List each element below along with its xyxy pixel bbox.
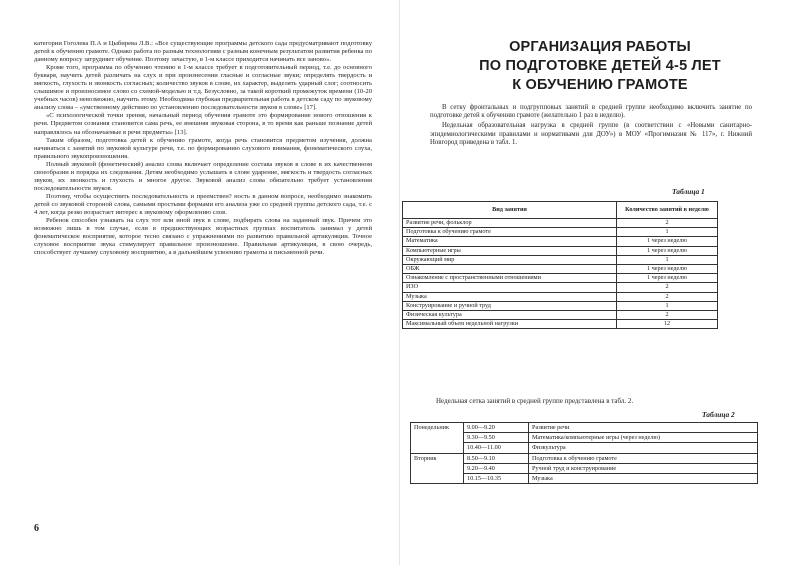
table-header-cell: Вид занятия xyxy=(403,202,617,219)
paragraph: Ребенок способен узнавать на слух тот или иной звук в слове, подбирать слова на заданный звук. Причем это возможно лишь в том случае, если в предшествующих возрастных группах воспитатель занимал у детей фонематическое восприятие, которое тесно связано с упражнениями по развитию правильной артикуляции. Точное слуховое восприятие звука стимулирует правильное произношение. Правильная артикуляция, в свою очередь, способствует лучшему слуховому восприятию, а в дальнейшем усвоению грамоты и письменной речи. xyxy=(34,217,372,257)
table-cell: 1 через неделю xyxy=(617,264,718,273)
table-row xyxy=(403,264,718,273)
table-cell xyxy=(411,433,464,443)
table-row xyxy=(403,219,718,228)
table-cell: 9.20—9.40 xyxy=(464,463,529,473)
table-cell: 2 xyxy=(617,283,718,292)
table-cell: Музыка xyxy=(529,473,758,483)
table-cell: 2 xyxy=(617,310,718,319)
table-row xyxy=(403,292,718,301)
page-title xyxy=(400,38,800,95)
table-cell: 1 через неделю xyxy=(617,237,718,246)
intro-text xyxy=(430,104,752,149)
title-line: ОРГАНИЗАЦИЯ РАБОТЫ xyxy=(509,39,691,55)
paragraph: Кроме того, программа по обучению чтению в 1-м классе требует в подготовительный период, т.е. до основного букваря, научить детей различать на слух и при произнесении гласные и согласные звуки; определять твердость и мягкость, глухость и звонкость согласных; количество звуков в слове, их характер, выделять ударный слог; соотносить слышимое и произносимое слово со схемой-моделью и т.д. Безусловно, за такой короткий промежуток времени (10-20 учебных часов) невозможно, научить этому. Необходима глубокая предварительная работа в детском саду по звуковому анализу слова – «умственному действию по установлению последовательности звуков в слове» [17]. xyxy=(34,64,372,112)
table-cell xyxy=(411,473,464,483)
table-row xyxy=(403,237,718,246)
table2 xyxy=(410,422,758,484)
table-row xyxy=(411,433,758,443)
table-cell xyxy=(411,443,464,453)
table-row xyxy=(411,423,758,433)
paragraph: Недельная образовательная нагрузка в средней группе (в соответствии с «Новыми санитарно-эпидемиологическими правилами и нормативами для ДОУ») в МОУ «Прогимназия № 117», г. Нижний Новгород приведена в табл. 1. xyxy=(430,122,752,146)
table-cell: 1 xyxy=(617,301,718,310)
table-row xyxy=(411,463,758,473)
table-cell: ИЗО xyxy=(403,283,617,292)
title-line: К ОБУЧЕНИЮ ГРАМОТЕ xyxy=(512,77,688,93)
table-row xyxy=(403,320,718,329)
table-row xyxy=(411,453,758,463)
table-cell: Физкультура xyxy=(529,443,758,453)
table-cell: 1 через неделю xyxy=(617,274,718,283)
table-cell: Максимальный объем недельной нагрузки xyxy=(403,320,617,329)
table1-caption: Таблица 1 xyxy=(672,187,705,196)
table-cell: 10.15—10.35 xyxy=(464,473,529,483)
table-cell: 9.30—9.50 xyxy=(464,433,529,443)
table-cell: 10.40—11.00 xyxy=(464,443,529,453)
table-cell: Физическая культура xyxy=(403,310,617,319)
title-line: ПО ПОДГОТОВКЕ ДЕТЕЙ 4-5 ЛЕТ xyxy=(479,58,721,74)
table-cell: Развитие речи, фольклор xyxy=(403,219,617,228)
table-cell: 1 xyxy=(617,228,718,237)
table-row xyxy=(411,473,758,483)
table2-intro: Недельная сетка занятий в средней группе представлена в табл. 2. xyxy=(436,397,634,405)
table2-caption: Таблица 2 xyxy=(702,410,735,419)
table-cell: 2 xyxy=(617,292,718,301)
table-row xyxy=(403,301,718,310)
table-cell: Подготовка к обучению грамоте xyxy=(403,228,617,237)
table-cell: 9.00—9.20 xyxy=(464,423,529,433)
table-row xyxy=(411,443,758,453)
table-row xyxy=(403,228,718,237)
page-number: 6 xyxy=(34,523,39,534)
table-cell: 1 через неделю xyxy=(617,246,718,255)
table1 xyxy=(402,201,718,329)
table-cell: Ручной труд и конструирование xyxy=(529,463,758,473)
paragraph: категории Гоголева П.А и Цыбирева Л.В.: «Все существующие программы детского сада предусматривают подготовку детей к обучению грамоте. Однако работа по разным технологиям с разным конечным результатом развития ребенка по данному вопросу затрудняет обучение. Поэтому зачастую, в 1-м классе приходится начинать все заново». xyxy=(34,40,372,64)
table-cell: 12 xyxy=(617,320,718,329)
table-cell: Музыка xyxy=(403,292,617,301)
table-cell: 1 xyxy=(617,255,718,264)
table-row xyxy=(403,283,718,292)
paragraph: Таким образом, подготовка детей к обучению грамоте, когда речь становится предметом изучения, должна начинаться с занятий по звуковой культуре речи, т.е. по формированию слухового внимания, фонематического слуха, правильного звукопроизношения. xyxy=(34,136,372,160)
table-cell: Математика xyxy=(403,237,617,246)
table-row xyxy=(403,246,718,255)
paragraph: Поэтому, чтобы осуществить последовательность и преемствен? ность в данном вопросе, необходимо знакомить детей со звуковой стороной слова, самыми простыми формами его анализа уже со средней группы детского сада, т.е. с 4 лет, когда резко возрастает интерес к звуковому оформлению слов. xyxy=(34,192,372,216)
table-cell: Математика/компьютерные игры (через неделю) xyxy=(529,433,758,443)
paragraph: В сетку фронтальных и подгрупповых занятий в средней группе необходимо включить занятие по подготовке детей к обучению грамоте (желательно 1 раз в неделю). xyxy=(430,104,752,120)
table-cell: Развитие речи xyxy=(529,423,758,433)
table-row xyxy=(403,255,718,264)
table-cell: Подготовка к обучению грамоте xyxy=(529,453,758,463)
table-cell: ОБЖ xyxy=(403,264,617,273)
table-row xyxy=(403,310,718,319)
table-cell xyxy=(411,463,464,473)
table-header-cell: Количество занятий в неделю xyxy=(617,202,718,219)
table-cell: Понедельник xyxy=(411,423,464,433)
table-cell: Конструирование и ручной труд xyxy=(403,301,617,310)
table-cell: Окружающий мир xyxy=(403,255,617,264)
table-cell: 8.50—9.10 xyxy=(464,453,529,463)
table-header-row xyxy=(403,202,718,219)
table-cell: Вторник xyxy=(411,453,464,463)
paragraph: «С психологической точки зрения, начальный период обучения грамоте это формирование нового отношения к речи. Предметом сознания становится сама речь, ее внешняя звуковая сторона, в то время как раньше познание детей направлялось на обозначаемые в речи предметы» [13]. xyxy=(34,112,372,136)
table-row xyxy=(403,274,718,283)
table-cell: Ознакомление с пространственными отношениями xyxy=(403,274,617,283)
left-page-body xyxy=(34,40,372,257)
paragraph: Полный звуковой (фонетический) анализ слова включает определение состава звуков в слове в их качественном своеобразии и порядка их следования. Детям необходимо услышать в слове ударение, мягкость и твердость согласных звуков, их звонкость и глухость и многое другое. Звуковой анализ слова обязательно требует установления последовательности звуков. xyxy=(34,160,372,192)
table-cell: Компьютерные игры xyxy=(403,246,617,255)
table-cell: 2 xyxy=(617,219,718,228)
